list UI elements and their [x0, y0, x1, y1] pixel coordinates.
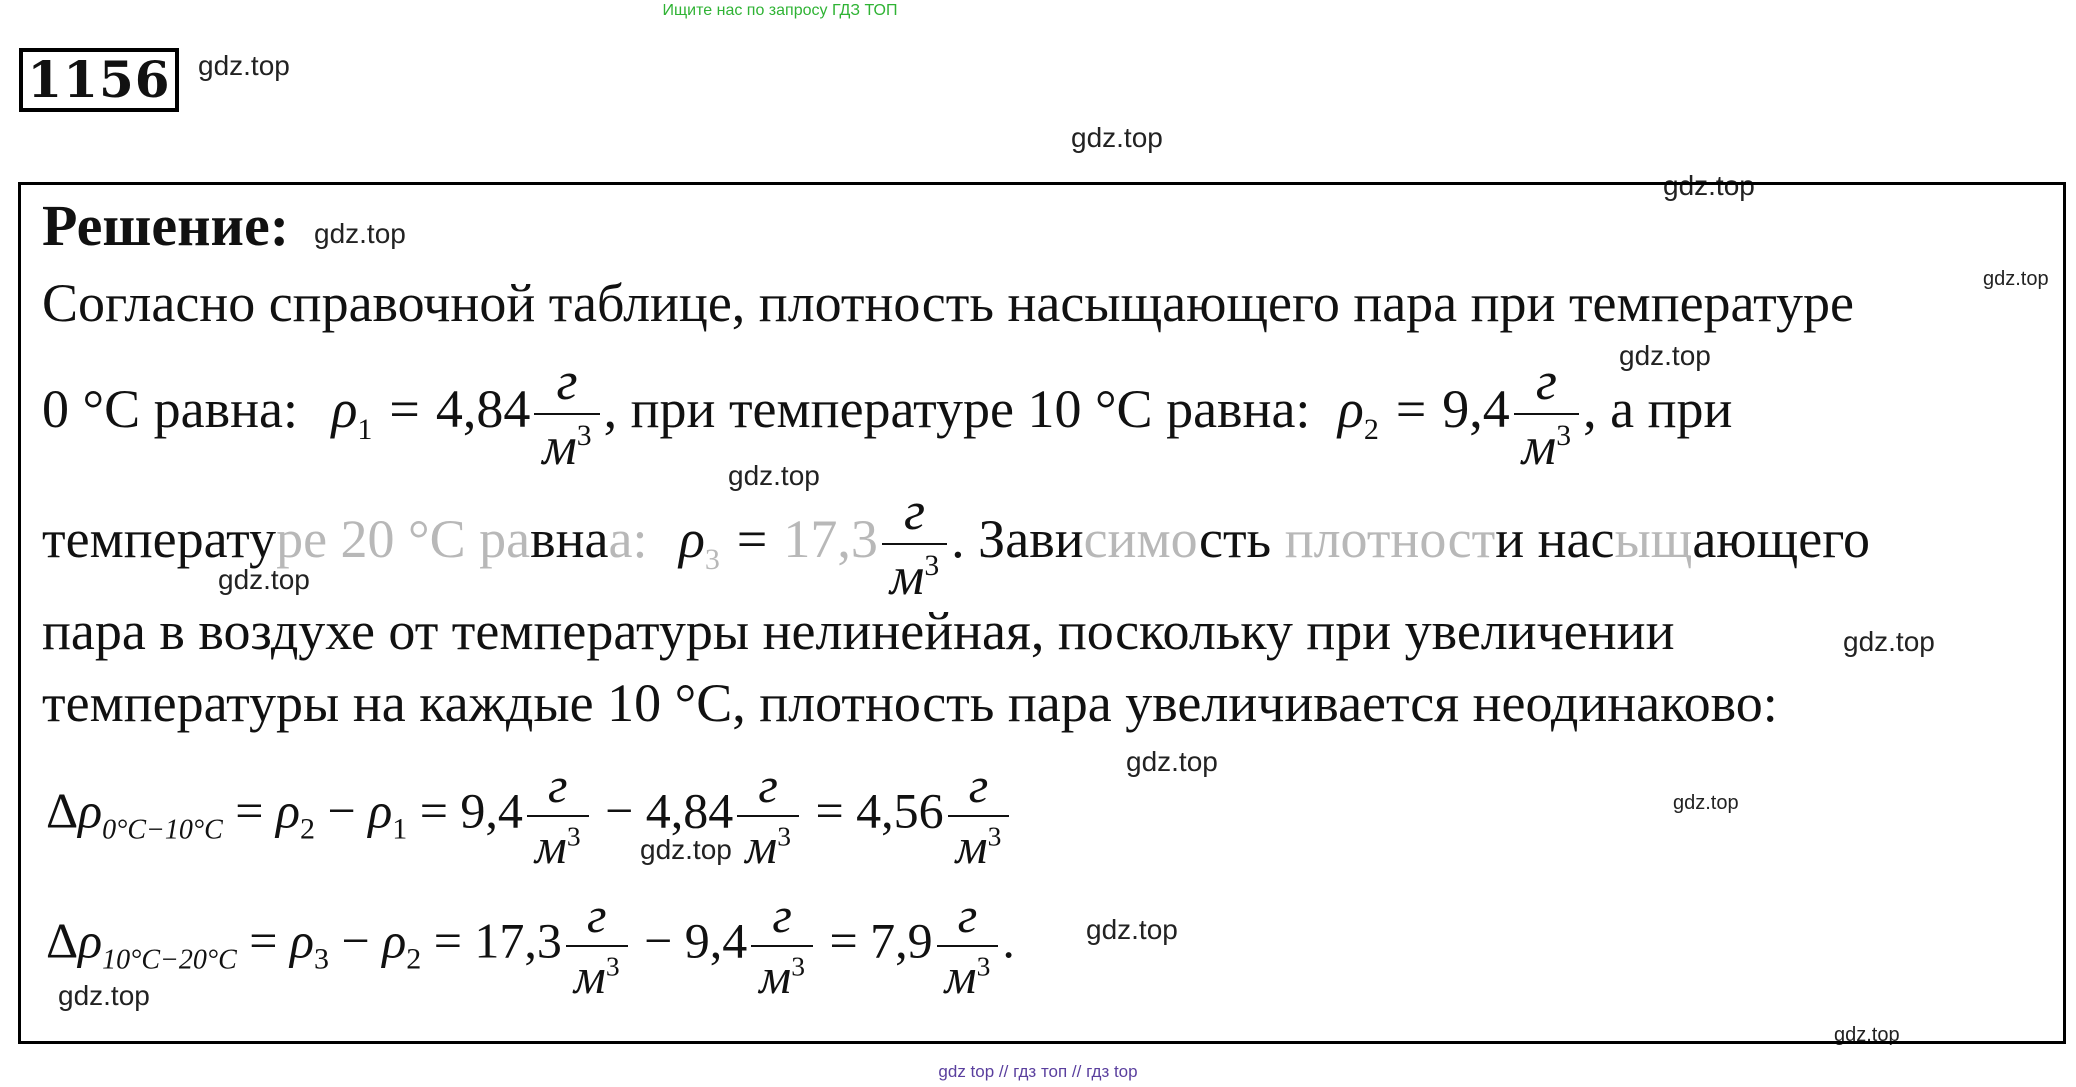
text-line-1: Согласно справочной таблице, плотность насыщающего пара при температуре: [42, 273, 1854, 333]
text-line-2: 0 °C равна: $\rho_1 = 4,84$ $\frac{г}{м^3}$ , при температуре 10 °C равна: $\rho_2 = 9,4$ $\frac{г}{м^3}$ , а при: [42, 351, 1733, 477]
watermark: gdz.top: [1834, 1024, 1900, 1046]
watermark: gdz.top: [1619, 340, 1711, 371]
task-number: 1156: [19, 48, 179, 112]
formula-rho1: $\rho_1 = 4,84$ $\frac{г}{м^3}$: [331, 379, 603, 439]
watermark: gdz.top: [1673, 792, 1739, 814]
watermark: gdz.top: [198, 50, 290, 81]
solution-heading: Решение:: [42, 193, 290, 258]
text-line-4: пара в воздухе от температуры нелинейная, поскольку при увеличении: [42, 601, 1675, 661]
text-line-5: температуры на каждые 10 °C, плотность пара увеличивается неодинаково:: [42, 673, 1778, 733]
equation-delta-1: $\Delta\rho_{0^\circ C-10^\circ C} = \rho_2 - \rho_1 = 9,4$ $\frac{г}{м^3}$ − 4,84 $\frac{г}{м^3}$ = 4,56 $\frac{г}{м^3}$: [46, 758, 1013, 874]
watermark: gdz.top: [1843, 626, 1935, 657]
watermark: gdz.top: [314, 218, 406, 249]
watermark: gdz.top: [218, 564, 310, 595]
footer-links[interactable]: gdz top // гдз топ // гдз top: [938, 1062, 1138, 1081]
watermark: gdz.top: [1126, 746, 1218, 777]
formula-rho2: $\rho_2 = 9,4$ $\frac{г}{м^3}$: [1338, 379, 1583, 439]
watermark: gdz.top: [1663, 170, 1755, 201]
formula-rho3: $\rho_3 = 17,3$ $\frac{г}{м^3}$: [679, 509, 951, 569]
equation-delta-2: $\Delta\rho_{10^\circ C-20^\circ C} = \rho_3 - \rho_2 = 17,3$ $\frac{г}{м^3}$ − 9,4 $\frac{г}{м^3}$ = 7,9 $\frac{г}{м^3}$ .: [46, 887, 1015, 1004]
watermark: gdz.top: [1071, 122, 1163, 153]
watermark: gdz.top: [58, 980, 150, 1011]
watermark: gdz.top: [1983, 268, 2049, 290]
search-banner: Ищите нас по запросу ГДЗ ТОП: [662, 2, 898, 19]
watermark: gdz.top: [640, 834, 732, 865]
text-line-3: температуре 20 °C равнаа: $\rho_3 = 17,3$ $\frac{г}{м^3}$ . Зависимость плотности насыщающего: [42, 481, 1871, 607]
watermark: gdz.top: [728, 460, 820, 491]
watermark: gdz.top: [1086, 914, 1178, 945]
